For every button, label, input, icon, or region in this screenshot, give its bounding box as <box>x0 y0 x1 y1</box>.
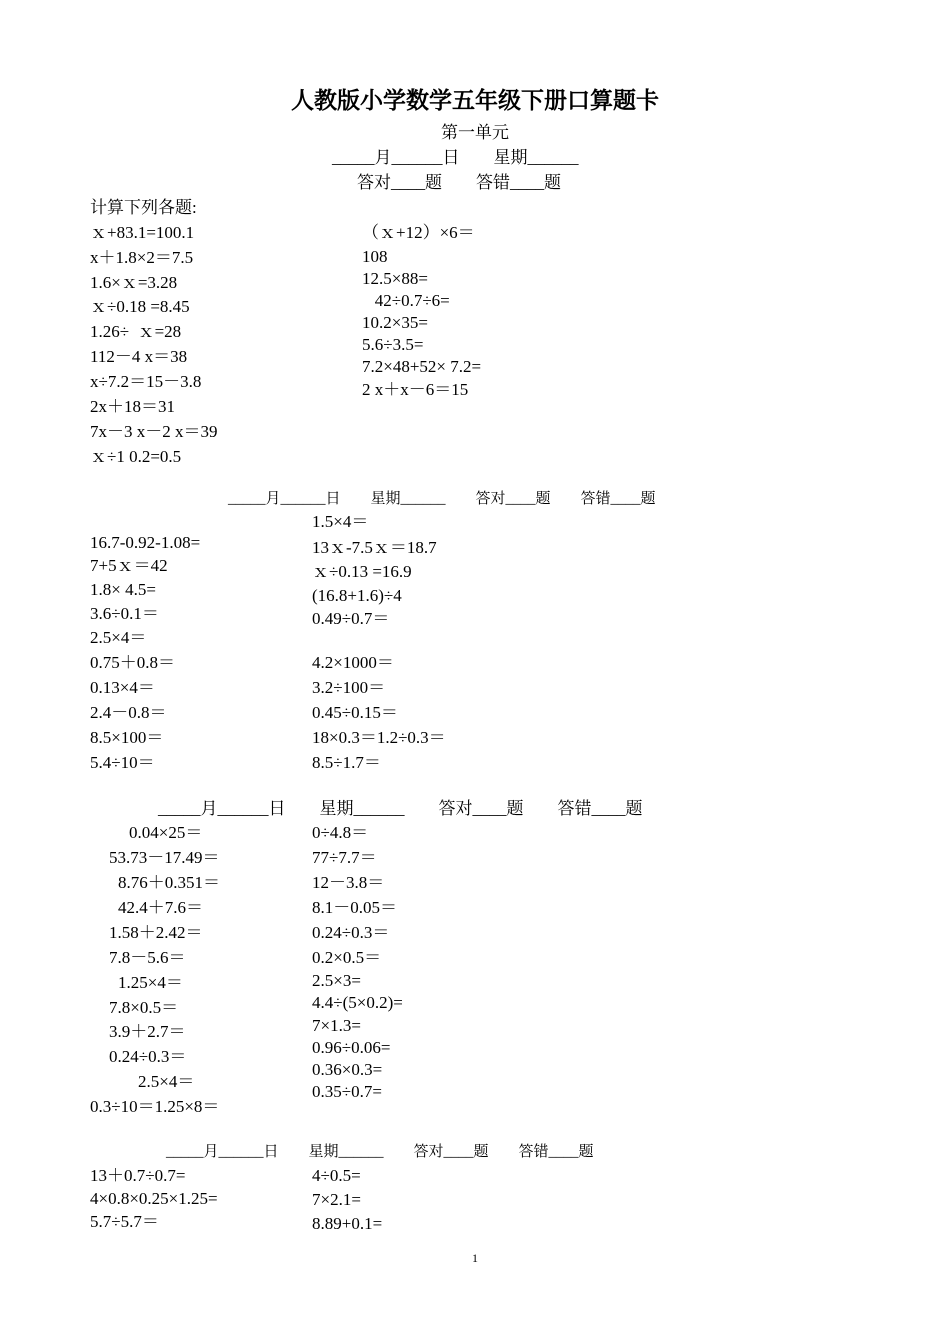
section2-left-item: 2.4－0.8＝ <box>90 703 167 722</box>
section3-left-item: 2.5×4＝ <box>138 1072 195 1091</box>
section1-left-item: 7x－3 x－2 x＝39 <box>90 422 218 441</box>
section1-left-item: 2x＋18＝31 <box>90 397 175 416</box>
section2-left-item: 3.6÷0.1＝ <box>90 604 159 623</box>
section4-header: _____月______日 星期______ 答对____题 答错____题 <box>166 1144 594 1160</box>
section2-left-item: 8.5×100＝ <box>90 728 164 747</box>
section3-right-item: 4.4÷(5×0.2)= <box>312 993 403 1012</box>
section4-left-item: 13＋0.7÷0.7= <box>90 1166 186 1185</box>
section3-right-item: 0.2×0.5＝ <box>312 948 382 967</box>
section3-right-item: 8.1－0.05＝ <box>312 898 397 917</box>
section3-left-item: 7.8－5.6＝ <box>109 948 186 967</box>
section2-right-item: 13ｘ-7.5ｘ＝18.7 <box>312 538 437 557</box>
section3-right-item: 0.24÷0.3＝ <box>312 923 390 942</box>
section2-right-item: 4.2×1000＝ <box>312 653 394 672</box>
section1-left-item: 1.26÷ ｘ=28 <box>90 322 182 341</box>
section2-left-item: 16.7-0.92-1.08= <box>90 533 201 552</box>
section1-left-item: ｘ+83.1=100.1 <box>90 223 195 242</box>
section1-left-item: ｘ÷1 0.2=0.5 <box>90 447 182 466</box>
section4-left-item: 4×0.8×0.25×1.25= <box>90 1189 218 1208</box>
section4-right-item: 8.89+0.1= <box>312 1214 383 1233</box>
section3-right-item: 77÷7.7＝ <box>312 848 377 867</box>
section1-left-item: 112－4 x＝38 <box>90 347 188 366</box>
section3-left-item: 1.25×4＝ <box>118 973 183 992</box>
section2-right-item: 0.49÷0.7＝ <box>312 609 390 628</box>
section2-right-item: (16.8+1.6)÷4 <box>312 586 402 605</box>
section3-left-item: 8.76＋0.351＝ <box>118 873 220 892</box>
section3-left-item: 0.3÷10＝1.25×8＝ <box>90 1097 220 1116</box>
section1-right-item: 42÷0.7÷6= <box>362 291 450 310</box>
section3-left-item: 3.9＋2.7＝ <box>109 1022 186 1041</box>
section2-left-item: 0.75＋0.8＝ <box>90 653 175 672</box>
section1-right-item: 7.2×48+52× 7.2= <box>362 357 482 376</box>
section1-right-item: 12.5×88= <box>362 269 428 288</box>
section3-right-item: 0.36×0.3= <box>312 1060 383 1079</box>
section3-left-item: 0.04×25＝ <box>129 823 203 842</box>
section1-right-item: 5.6÷3.5= <box>362 335 424 354</box>
section2-right-item: 8.5÷1.7＝ <box>312 753 381 772</box>
unit-label: 第一单元 <box>441 123 509 142</box>
section1-left-item: ｘ÷0.18 =8.45 <box>90 297 190 316</box>
section3-header: _____月______日 星期______ 答对____题 答错____题 <box>158 799 643 818</box>
section1-right-item: 108 <box>362 247 388 266</box>
section2-right-item: 0.45÷0.15＝ <box>312 703 398 722</box>
section3-right-item: 7×1.3= <box>312 1016 361 1035</box>
section2-left-item: 2.5×4＝ <box>90 628 147 647</box>
section2-left-item: 7+5ｘ＝42 <box>90 556 168 575</box>
section1-right-item: 10.2×35= <box>362 313 428 332</box>
section1-instruction: 计算下列各题: <box>90 198 197 217</box>
section3-right-item: 12－3.8＝ <box>312 873 385 892</box>
page-title: 人教版小学数学五年级下册口算题卡 <box>291 87 659 114</box>
section3-left-item: 7.8×0.5＝ <box>109 998 179 1017</box>
section4-left-item: 5.7÷5.7＝ <box>90 1212 159 1231</box>
section1-score-line: 答对____题 答错____题 <box>357 173 561 192</box>
section3-right-item: 0÷4.8＝ <box>312 823 369 842</box>
section1-right-item: 2 x＋x－6＝15 <box>362 380 469 399</box>
section2-right-item: 3.2÷100＝ <box>312 678 386 697</box>
section1-date-line: _____月______日 星期______ <box>332 148 579 167</box>
section2-left-item: 5.4÷10＝ <box>90 753 155 772</box>
section2-left-item: 0.13×4＝ <box>90 678 155 697</box>
section1-right-item: （ｘ+12）×6＝ <box>362 223 475 242</box>
section3-right-item: 0.96÷0.06= <box>312 1038 391 1057</box>
section3-left-item: 1.58＋2.42＝ <box>109 923 203 942</box>
section3-left-item: 0.24÷0.3＝ <box>109 1047 187 1066</box>
section3-left-item: 53.73－17.49＝ <box>109 848 220 867</box>
section4-right-item: 7×2.1= <box>312 1190 361 1209</box>
section1-left-item: x＋1.8×2＝7.5 <box>90 248 194 267</box>
section2-right-item: ｘ÷0.13 =16.9 <box>312 562 412 581</box>
section2-right-item: 18×0.3＝1.2÷0.3＝ <box>312 728 446 747</box>
section3-right-item: 2.5×3= <box>312 971 361 990</box>
section4-right-item: 4÷0.5= <box>312 1166 361 1185</box>
section2-right-item: 1.5×4＝ <box>312 512 369 531</box>
section3-left-item: 42.4＋7.6＝ <box>118 898 203 917</box>
section3-right-item: 0.35÷0.7= <box>312 1082 382 1101</box>
section1-left-item: x÷7.2＝15－3.8 <box>90 372 202 391</box>
section1-left-item: 1.6×ｘ=3.28 <box>90 273 178 292</box>
section2-header: _____月______日 星期______ 答对____题 答错____题 <box>228 491 656 507</box>
section2-left-item: 1.8× 4.5= <box>90 580 156 599</box>
page-number: 1 <box>472 1251 478 1265</box>
